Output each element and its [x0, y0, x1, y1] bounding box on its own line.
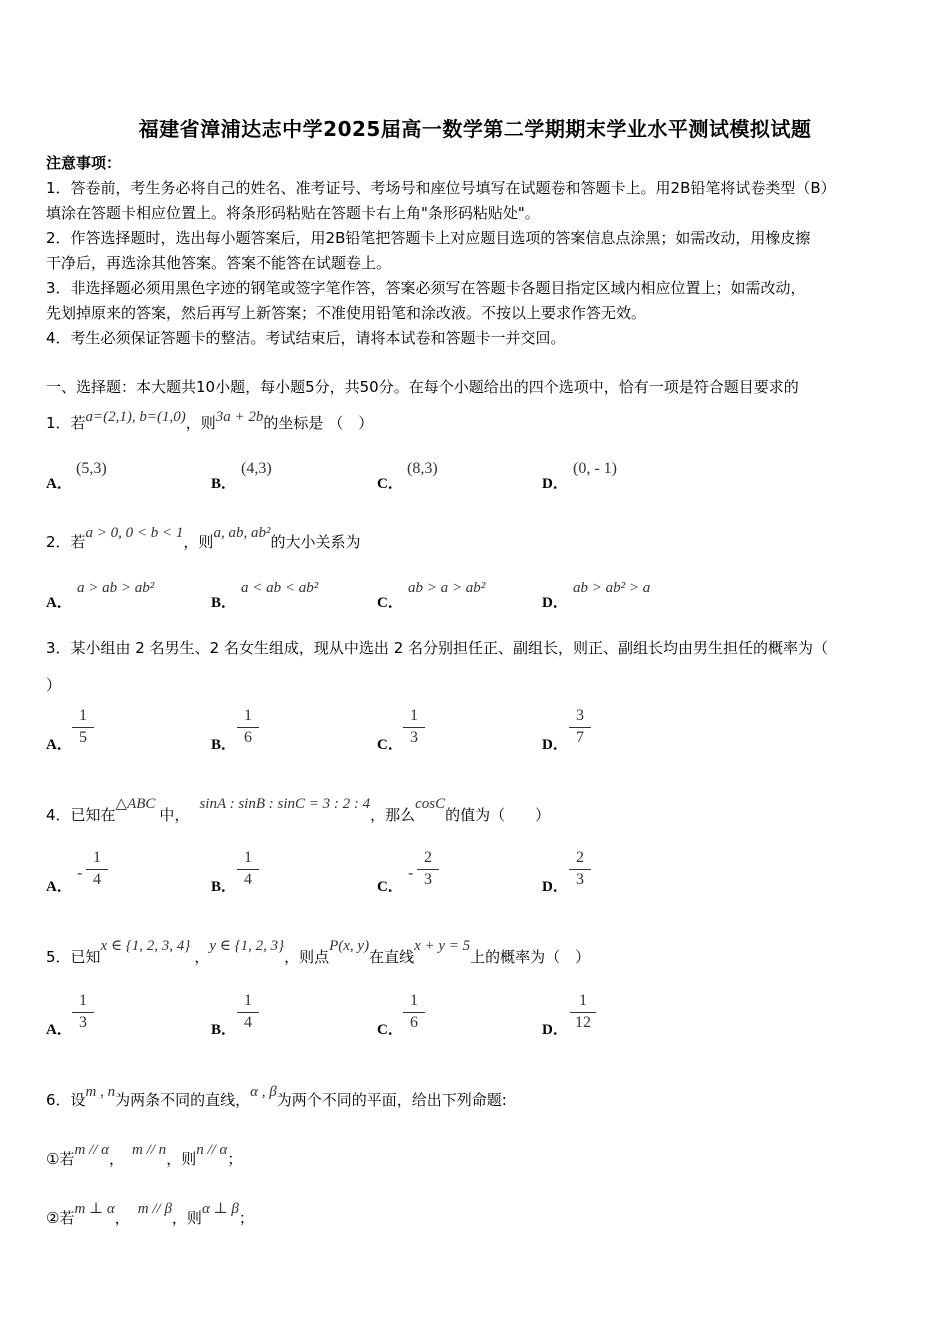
- text: ；: [238, 1209, 254, 1227]
- option-a-fraction: [72, 707, 94, 747]
- option-c-label: C．: [377, 879, 403, 895]
- question-6-stem: [46, 1084, 507, 1110]
- option-a-sign: -: [77, 864, 83, 882]
- option-c-value: (8,3): [407, 460, 438, 477]
- notice-line: 先划掉原来的答案，然后再写上新答案；不准使用铅笔和涂改液。不按以上要求作答无效。: [46, 304, 647, 322]
- math-expr: a > 0, 0 < b < 1: [85, 525, 184, 541]
- denominator: 3: [410, 729, 418, 746]
- math-expr: a=(2,1), b=(1,0): [85, 409, 186, 425]
- text: 上的概率为（ ）: [470, 948, 591, 966]
- math-expr: P(x, y): [329, 938, 370, 954]
- text: ，那么: [370, 806, 416, 824]
- question-5-number: 5．已知: [46, 948, 101, 966]
- numerator: 1: [79, 707, 87, 724]
- denominator: 6: [244, 729, 252, 746]
- question-4-stem: [46, 796, 551, 825]
- option-a-label: A．: [46, 879, 72, 895]
- text: ，则: [183, 533, 214, 551]
- option-c-sign: -: [408, 864, 414, 882]
- text: ，则: [166, 1150, 197, 1168]
- notice-heading: 注意事项：: [46, 154, 122, 172]
- denominator: 6: [410, 1014, 418, 1031]
- option-b-fraction: [237, 849, 259, 889]
- option-a-fraction: [72, 992, 94, 1032]
- page-title: 福建省漳浦达志中学2025届高一数学第二学期期末学业水平测试模拟试题: [138, 117, 812, 141]
- option-d-label: D．: [542, 1022, 568, 1038]
- numerator: 1: [244, 992, 252, 1009]
- option-d-value: ab > ab² > a: [573, 580, 651, 596]
- text: ，则: [185, 414, 216, 432]
- option-b-label: B．: [211, 879, 237, 895]
- option-b-value: a < ab < ab²: [241, 580, 319, 596]
- math-expr: a, ab, ab²: [213, 525, 271, 541]
- proposition-1: [46, 1142, 243, 1169]
- option-b-label: B．: [211, 737, 237, 753]
- option-a-value: (5,3): [76, 460, 107, 477]
- text: ，: [109, 1150, 125, 1168]
- numerator: 3: [576, 707, 584, 724]
- math-expr: x ∈ {1, 2, 3, 4}: [100, 938, 191, 954]
- option-b-fraction: [237, 992, 259, 1032]
- math-expr: m , n: [85, 1084, 116, 1100]
- notice-line: 干净后，再选涂其他答案。答案不能答在试题卷上。: [46, 254, 392, 272]
- numerator: 1: [79, 992, 87, 1009]
- option-c-label: C．: [377, 1022, 403, 1038]
- question-1-stem: [46, 409, 374, 433]
- notice-line: 填涂在答题卡相应位置上。将条形码粘贴在答题卡右上角"条形码粘贴处"。: [46, 204, 540, 222]
- math-expr: sinA : sinB : sinC = 3 : 2 : 4: [199, 796, 371, 812]
- text: ①若: [46, 1150, 75, 1168]
- question-6-number: 6．设: [46, 1091, 86, 1109]
- text: ，: [114, 1209, 130, 1227]
- question-2-number: 2．若: [46, 533, 86, 551]
- numerator: 1: [410, 707, 418, 724]
- math-expr: m // β: [137, 1201, 172, 1217]
- notice-line: 1．答卷前，考生务必将自己的姓名、准考证号、考场号和座位号填写在试题卷和答题卡上。用2B铅笔将试卷类型（B）: [46, 179, 836, 197]
- option-c-fraction: [403, 707, 425, 747]
- option-b-value: (4,3): [241, 460, 272, 477]
- option-a-fraction: [86, 849, 108, 889]
- text: ，则: [171, 1209, 202, 1227]
- numerator: 2: [424, 849, 432, 866]
- denominator: 3: [79, 1014, 87, 1031]
- option-d-label: D．: [542, 476, 568, 492]
- option-c-label: C．: [377, 737, 403, 753]
- option-a-label: A．: [46, 476, 72, 492]
- numerator: 1: [93, 849, 101, 866]
- denominator: 3: [576, 871, 584, 888]
- denominator: 5: [79, 729, 87, 746]
- option-b-fraction: [237, 707, 259, 747]
- option-b-label: B．: [211, 595, 237, 611]
- option-d-fraction: [570, 992, 596, 1032]
- option-a-value: a > ab > ab²: [77, 580, 155, 596]
- text: ，则点: [284, 948, 330, 966]
- text: 在直线: [369, 948, 415, 966]
- numerator: 1: [244, 707, 252, 724]
- text: ；: [227, 1150, 243, 1168]
- math-expr: m // α: [74, 1142, 109, 1158]
- notice-line: 4．考生必须保证答题卡的整洁。考试结束后，请将本试卷和答题卡一并交回。: [46, 329, 566, 347]
- option-a-label: A．: [46, 1022, 72, 1038]
- question-2-stem: [46, 525, 361, 552]
- math-expr: α , β: [250, 1084, 277, 1100]
- math-expr: △ABC: [115, 796, 156, 812]
- option-c-fraction: [417, 849, 439, 889]
- question-1-number: 1．若: [46, 414, 86, 432]
- math-expr: α ⊥ β: [201, 1201, 239, 1217]
- numerator: 1: [410, 992, 418, 1009]
- option-d-label: D．: [542, 737, 568, 753]
- math-expr: y ∈ {1, 2, 3}: [209, 938, 285, 954]
- numerator: 1: [244, 849, 252, 866]
- math-expr: m ⊥ α: [74, 1201, 115, 1217]
- question-3-stem: 3．某小组由 2 名男生、2 名女生组成，现从中选出 2 名分别担任正、副组长，则正、副组长均由男生担任的概率为（: [46, 639, 829, 657]
- option-d-label: D．: [542, 595, 568, 611]
- math-expr: 3a + 2b: [215, 409, 264, 425]
- denominator: 4: [244, 871, 252, 888]
- text: 的大小关系为: [270, 533, 361, 551]
- numerator: 2: [576, 849, 584, 866]
- question-4-number: 4．已知在: [46, 806, 116, 824]
- text: 为两个不同的平面，给出下列命题:: [276, 1091, 507, 1109]
- text: 中，: [159, 806, 190, 824]
- denominator: 4: [93, 871, 101, 888]
- text: ②若: [46, 1209, 75, 1227]
- option-c-label: C．: [377, 476, 403, 492]
- math-expr: cosC: [415, 796, 446, 812]
- option-d-fraction: [569, 849, 591, 889]
- proposition-2: [46, 1201, 254, 1228]
- option-a-label: A．: [46, 595, 72, 611]
- question-5-stem: [46, 938, 591, 967]
- math-expr: x + y = 5: [414, 938, 471, 954]
- denominator: 7: [576, 729, 584, 746]
- section-heading: 一、选择题：本大题共10小题，每小题5分，共50分。在每个小题给出的四个选项中，恰有一项是符合题目要求的: [46, 378, 799, 396]
- text: 的值为（ ）: [445, 806, 551, 824]
- option-b-label: B．: [211, 1022, 237, 1038]
- notice-line: 3．非选择题必须用黑色字迹的钢笔或签字笔作答，答案必须写在答题卡各题目指定区域内相应位置上；如需改动，: [46, 279, 806, 297]
- denominator: 12: [575, 1014, 591, 1031]
- option-c-fraction: [403, 992, 425, 1032]
- option-c-value: ab > a > ab²: [408, 580, 486, 596]
- option-a-label: A．: [46, 737, 72, 753]
- option-d-label: D．: [542, 879, 568, 895]
- text: ，: [194, 948, 210, 966]
- option-c-label: C．: [377, 595, 403, 611]
- option-d-value: (0, - 1): [573, 460, 617, 477]
- denominator: 4: [244, 1014, 252, 1031]
- math-expr: m // n: [132, 1142, 167, 1158]
- denominator: 3: [424, 871, 432, 888]
- notice-line: 2．作答选择题时，选出每小题答案后，用2B铅笔把答题卡上对应题目选项的答案信息点涂黑；如需改动，用橡皮擦: [46, 229, 811, 247]
- math-expr: n // α: [196, 1142, 228, 1158]
- text: 的坐标是 （ ）: [263, 414, 374, 432]
- text: 为两条不同的直线，: [115, 1091, 251, 1109]
- option-b-label: B．: [211, 476, 237, 492]
- question-3-stem-cont: ）: [46, 676, 62, 694]
- numerator: 1: [579, 992, 587, 1009]
- option-d-fraction: [569, 707, 591, 747]
